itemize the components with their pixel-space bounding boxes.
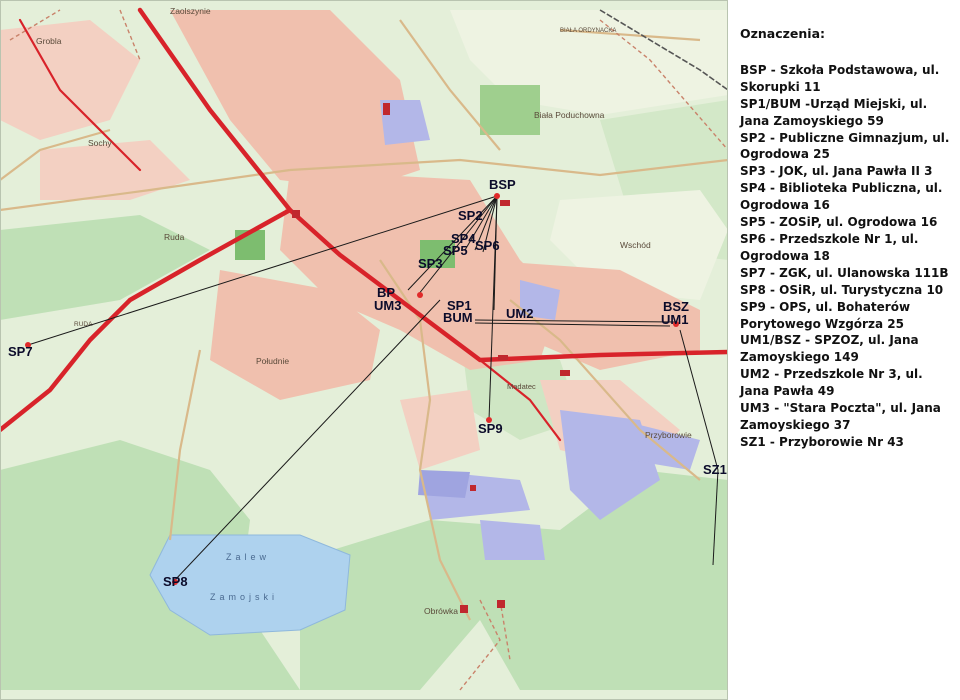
place-biala-ordynacka: BIAŁA ORDYNACKA bbox=[560, 28, 617, 34]
place-poludnie: Południe bbox=[256, 356, 290, 366]
marker-bsp[interactable]: BSP bbox=[489, 177, 516, 192]
place-ruda: Ruda bbox=[164, 232, 185, 242]
legend-entry: SP8 - OSiR, ul. Turystyczna 10 bbox=[740, 282, 944, 297]
marker-sp6[interactable]: SP6 bbox=[475, 238, 500, 253]
legend-entries bbox=[740, 62, 955, 451]
legend-entry: SZ1 - Przyborowie Nr 43 bbox=[740, 434, 904, 449]
place-zamojski: Zamojski bbox=[210, 592, 279, 602]
marker-bum[interactable]: BUM bbox=[443, 310, 473, 325]
place-grobla: Grobla bbox=[36, 36, 62, 46]
legend-entry: UM1/BSZ - SPZOZ, ul. Jana Zamoyskiego 149 bbox=[740, 333, 919, 365]
legend-entry: SP7 - ZGK, ul. Ulanowska 111B bbox=[740, 265, 949, 280]
place-wschod: Wschód bbox=[620, 240, 651, 250]
marker-sp1[interactable]: SP1 bbox=[447, 298, 472, 313]
marker-sz1[interactable]: SZ1 bbox=[703, 462, 727, 477]
legend-entry: BSP - Szkoła Podstawowa, ul. Skorupki 11 bbox=[740, 62, 940, 94]
marker-sp2[interactable]: SP2 bbox=[458, 208, 483, 223]
place-sochy: Sochy bbox=[88, 138, 112, 148]
legend-entry: SP5 - ZOSiP, ul. Ogrodowa 16 bbox=[740, 215, 938, 230]
legend-entry: UM2 - Przedszkole Nr 3, ul. Jana Pawła 49 bbox=[740, 367, 923, 399]
marker-sp9[interactable]: SP9 bbox=[478, 421, 503, 436]
map-legend bbox=[740, 26, 955, 451]
legend-entry: SP4 - Biblioteka Publiczna, ul. Ogrodowa 16 bbox=[740, 181, 943, 213]
legend-entry: SP3 - JOK, ul. Jana Pawła II 3 bbox=[740, 164, 933, 179]
marker-um3[interactable]: UM3 bbox=[374, 298, 402, 313]
marker-um1[interactable]: UM1 bbox=[661, 312, 689, 327]
place-zaolszynie: Zaolszynie bbox=[170, 6, 211, 16]
place-przyborowie: Przyborowie bbox=[645, 430, 692, 440]
marker-sp4[interactable]: SP4 bbox=[451, 231, 476, 246]
marker-sp5[interactable]: SP5 bbox=[443, 243, 468, 258]
marker-bp[interactable]: BP bbox=[377, 285, 396, 300]
legend-entry: SP1/BUM -Urząd Miejski, ul. Jana Zamoyskiego 59 bbox=[740, 96, 928, 128]
marker-sp8[interactable]: SP8 bbox=[163, 574, 188, 589]
marker-bsz[interactable]: BSZ bbox=[663, 299, 689, 314]
legend-entry: SP6 - Przedszkole Nr 1, ul. Ogrodowa 18 bbox=[740, 231, 919, 263]
place-biala-poduchowna: Biała Poduchowna bbox=[534, 110, 605, 120]
marker-um2[interactable]: UM2 bbox=[506, 306, 534, 321]
legend-entry: SP9 - OPS, ul. Bohaterów Porytowego Wzgórza 25 bbox=[740, 299, 911, 331]
place-madatec: Madatec bbox=[507, 382, 536, 391]
place-zalew: Zalew bbox=[226, 552, 271, 562]
legend-entry: SP2 - Publiczne Gimnazjum, ul. Ogrodowa 25 bbox=[740, 130, 950, 162]
place-ruda-road: RUDA bbox=[74, 321, 93, 328]
legend-title: Oznaczenia: bbox=[740, 26, 826, 41]
marker-sp3[interactable]: SP3 bbox=[418, 256, 443, 271]
place-obrowka: Obrówka bbox=[424, 606, 459, 616]
legend-entry: UM3 - "Stara Poczta", ul. Jana Zamoyskiego 37 bbox=[740, 401, 941, 432]
marker-sp7[interactable]: SP7 bbox=[8, 344, 33, 359]
